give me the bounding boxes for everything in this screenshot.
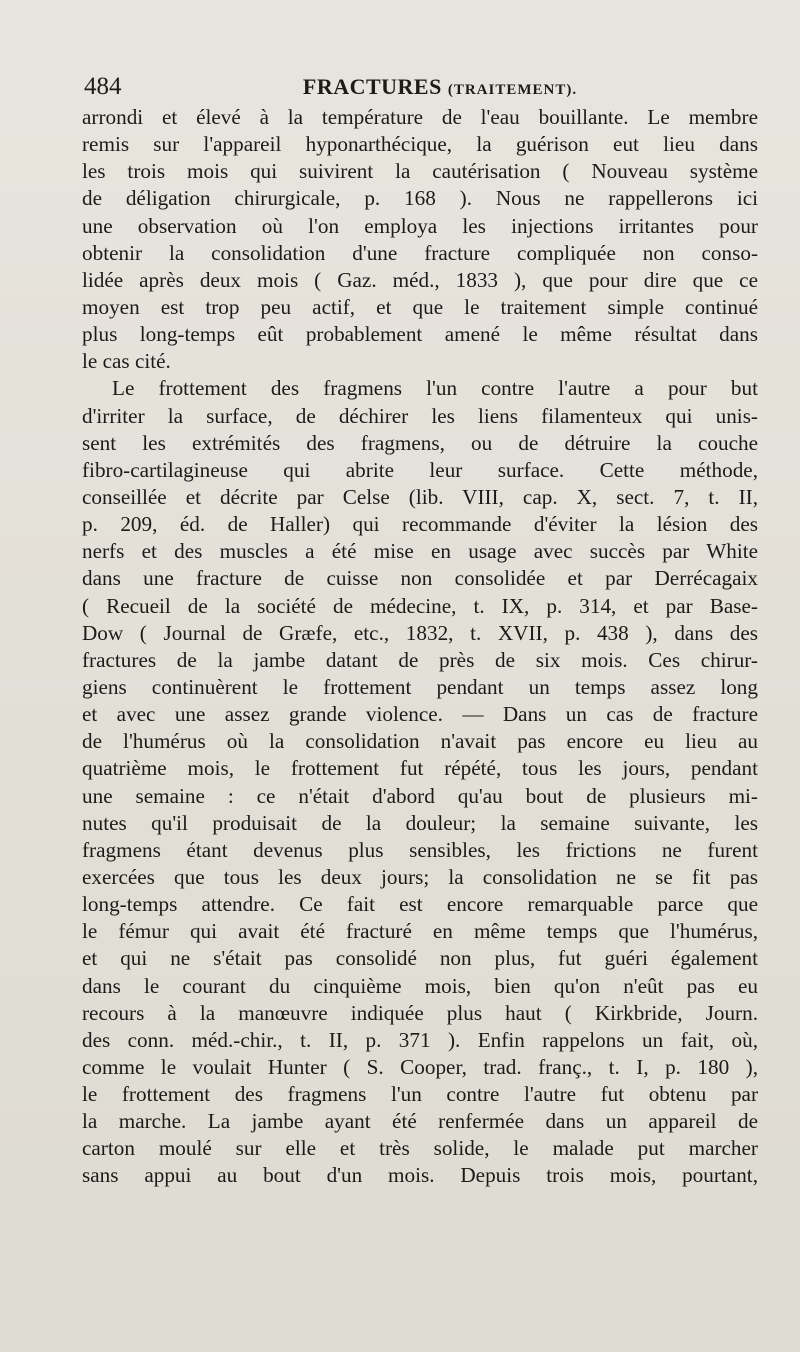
text-line: de l'humérus où la consolidation n'avait pas encore eu lieu au bbox=[82, 729, 758, 754]
text-line: arrondi et élevé à la température de l'eau bouillante. Le membre bbox=[82, 105, 758, 129]
text-line: une semaine : ce n'était d'abord qu'au bout de plusieurs mi- bbox=[82, 783, 758, 808]
text-line: de déligation chirurgicale, p. 168 ). Nous ne rappellerons ici bbox=[82, 186, 758, 211]
text-line: une observation où l'on employa les injections irritantes pour bbox=[82, 213, 758, 238]
text-line: plus long-temps eût probablement amené le même résultat dans bbox=[82, 322, 758, 347]
text-line: sans appui au bout d'un mois. Depuis trois mois, pourtant, bbox=[82, 1163, 758, 1188]
running-title-main: FRACTURES bbox=[302, 74, 442, 99]
text-line: nerfs et des muscles a été mise en usage avec succès par White bbox=[82, 539, 758, 564]
text-line: conseillée et décrite par Celse (lib. VIII, cap. X, sect. 7, t. II, bbox=[82, 484, 758, 509]
body-text bbox=[82, 104, 758, 1190]
text-line: quatrième mois, le frottement fut répété, tous les jours, pendant bbox=[82, 756, 758, 781]
text-line: et qui ne s'était pas consolidé non plus, fut guéri également bbox=[82, 946, 758, 971]
text-line: remis sur l'appareil hyponarthécique, la guérison eut lieu dans bbox=[82, 132, 758, 157]
text-line: les trois mois qui suivirent la cautérisation ( Nouveau système bbox=[82, 159, 758, 184]
text-line: fractures de la jambe datant de près de six mois. Ces chirur- bbox=[82, 647, 758, 672]
text-line: la marche. La jambe ayant été renfermée dans un appareil de bbox=[82, 1109, 758, 1134]
text-line: sent les extrémités des fragmens, ou de détruire la couche bbox=[82, 430, 758, 455]
text-line: des conn. méd.-chir., t. II, p. 371 ). Enfin rappelons un fait, où, bbox=[82, 1027, 758, 1052]
text-line: Dow ( Journal de Græfe, etc., 1832, t. XVII, p. 438 ), dans des bbox=[82, 620, 758, 645]
text-line: d'irriter la surface, de déchirer les liens filamenteux qui unis- bbox=[82, 403, 758, 428]
text-line: nutes qu'il produisait de la douleur; la semaine suivante, les bbox=[82, 810, 758, 835]
page-number: 484 bbox=[84, 73, 122, 100]
text-line: moyen est trop peu actif, et que le traitement simple continué bbox=[82, 294, 758, 319]
text-line: fibro-cartilagineuse qui abrite leur surface. Cette méthode, bbox=[82, 457, 758, 482]
text-line: long-temps attendre. Ce fait est encore remarquable parce que bbox=[82, 892, 758, 917]
text-line: le frottement des fragmens l'un contre l'autre fut obtenu par bbox=[82, 1082, 758, 1107]
text-line: p. 209, éd. de Haller) qui recommande d'éviter la lésion des bbox=[82, 512, 758, 537]
running-title-sub: (TRAITEMENT). bbox=[447, 82, 578, 98]
text-line: carton moulé sur elle et très solide, le malade put marcher bbox=[82, 1136, 758, 1161]
paragraph-start-line: Le frottement des fragmens l'un contre l'autre a pour but bbox=[112, 376, 758, 401]
text-line: recours à la manœuvre indiquée plus haut ( Kirkbride, Journ. bbox=[82, 1000, 758, 1025]
text-line: et avec une assez grande violence. — Dans un cas de fracture bbox=[82, 702, 758, 727]
text-line: le fémur qui avait été fracturé en même temps que l'humérus, bbox=[82, 919, 758, 944]
text-line: comme le voulait Hunter ( S. Cooper, trad. franç., t. I, p. 180 ), bbox=[82, 1054, 758, 1079]
text-line: dans une fracture de cuisse non consolidée et par Derrécagaix bbox=[82, 566, 758, 591]
text-line: lidée après deux mois ( Gaz. méd., 1833 ), que pour dire que ce bbox=[82, 267, 758, 292]
text-line: fragmens étant devenus plus sensibles, les frictions ne furent bbox=[82, 837, 758, 862]
text-line: exercées que tous les deux jours; la consolidation ne se fit pas bbox=[82, 864, 758, 889]
text-line: obtenir la consolidation d'une fracture compliquée non conso- bbox=[82, 240, 758, 265]
text-line: dans le courant du cinquième mois, bien qu'on n'eût pas eu bbox=[82, 973, 758, 998]
text-line: giens continuèrent le frottement pendant un temps assez long bbox=[82, 674, 758, 699]
text-line: ( Recueil de la société de médecine, t. IX, p. 314, et par Base- bbox=[82, 593, 758, 618]
running-title bbox=[84, 70, 756, 107]
text-line: le cas cité. bbox=[82, 349, 171, 374]
page-header bbox=[84, 70, 756, 104]
